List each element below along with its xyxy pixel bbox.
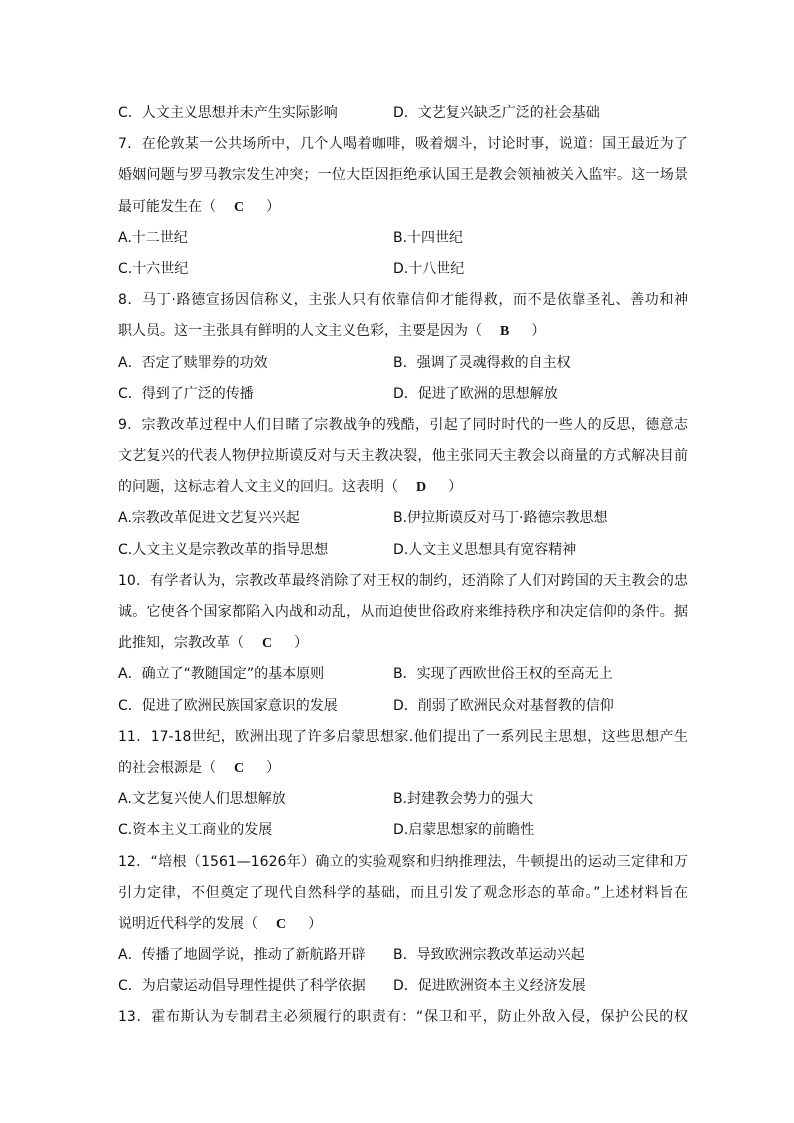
option-text: D．削弱了欧洲民众对基督教的信仰 [393,697,614,714]
question-text-line: 13．霍布斯认为专制君主必须履行的职责有：“保卫和平，防止外敌入侵，保护公民的权 [118,1009,688,1026]
option-text: C．得到了广泛的传播 [118,385,254,402]
close-paren: ） [266,198,281,215]
option-text: D.启蒙思想家的前瞻性 [393,822,535,839]
close-paren: ） [448,479,463,496]
option-text: C．促进了欧洲民族国家意识的发展 [118,697,338,714]
option-text: A.十二世纪 [118,229,188,246]
options-row [118,379,688,410]
option-text: C.十六世纪 [118,260,189,277]
options-row [118,659,688,690]
options-row [118,691,688,722]
stem-text: 职人员。这一主张具有鲜明的人文主义色彩，主要是因为（ [118,323,482,340]
question-text-line: 10．有学者认为，宗教改革最终消除了对王权的制约，还消除了人们对跨国的天主教会的忠 [118,572,688,589]
options-row [118,784,688,815]
options-row [118,815,688,846]
document-page [118,98,688,1034]
option-text: D．促进欧洲资本主义经济发展 [393,978,586,995]
question-stem-end [118,753,688,784]
close-paren: ） [531,323,546,340]
question-stem-end [118,628,688,659]
option-text: A．确立了“教随国定”的基本原则 [118,666,325,683]
options-row [118,503,688,534]
option-text: D．文艺复兴缺乏广泛的社会基础 [393,105,600,121]
stem-text: 说明近代科学的发展（ [118,915,258,932]
question-stem-end [118,909,688,940]
option-text: B．实现了西欧世俗王权的至高无上 [393,666,613,683]
question-text-line: 7．在伦敦某一公共场所中，几个人喝着咖啡，吸着烟斗，讨论时事，说道：国王最近为了 [118,136,688,153]
stem-text: 的问题，这标志着人文主义的回归。这表明（ [118,479,398,496]
option-text: C．为启蒙运动倡导理性提供了科学依据 [118,978,366,995]
question-stem-end [118,192,688,223]
question-text-line: 8．马丁·路德宣扬因信称义，主张人只有依靠信仰才能得救，而不是依靠圣礼、善功和神 [118,292,688,309]
option-text: C.资本主义工商业的发展 [118,822,273,839]
question-text-line: 12．“培根（1561—1626年）确立的实验观察和归纳推理法，牛顿提出的运动三定律和万 [118,853,688,870]
option-text: D．促进了欧洲的思想解放 [393,385,558,402]
option-text: C.人文主义是宗教改革的指导思想 [118,541,329,558]
question-text-line: 文艺复兴的代表人物伊拉斯谟反对与天主教决裂，他主张同天主教会以商量的方式解决目前 [118,448,688,465]
question-text-line: 9．宗教改革过程中人们目睹了宗教战争的残酷，引起了同时时代的一些人的反思，德意志 [118,416,688,433]
option-text: D.人文主义思想具有宽容精神 [393,541,577,558]
options-row [118,254,688,285]
option-text: A．传播了地圆学说，推动了新航路开辟 [118,947,366,964]
options-row [118,940,688,971]
stem-text: 此推知，宗教改革（ [118,635,244,652]
answer-letter: B [500,324,510,340]
stem-text: 的社会根源是（ [118,759,216,776]
question-text-line: 11．17-18世纪，欧洲出现了许多启蒙思想家.他们提出了一系列民主思想，这些思想产生 [118,728,688,745]
option-text: C．人文主义思想并未产生实际影响 [118,105,338,121]
question-text-line: 婚姻问题与罗马教宗发生冲突；一位大臣因拒绝承认国王是教会领袖被关入监牢。这一场景 [118,167,688,184]
stem-text: 最可能发生在（ [118,198,216,215]
option-text: B.封建教会势力的强大 [393,791,534,808]
question-stem-end [118,472,688,503]
option-text: A.宗教改革促进文艺复兴兴起 [118,510,300,527]
answer-letter: C [234,199,245,215]
close-paren: ） [294,635,309,652]
options-row [118,223,688,254]
question-stem-end [118,316,688,347]
question-text-line: 诚。它使各个国家都陷入内战和动乱，从而迫使世俗政府来维持秩序和决定信仰的条件。据 [118,604,688,620]
options-row [118,971,688,1002]
option-text: B．导致欧洲宗教改革运动兴起 [393,947,585,964]
options-row [118,348,688,379]
option-text: B．强调了灵魂得救的自主权 [393,354,571,371]
option-text: B.十四世纪 [393,229,464,246]
option-text: A.文艺复兴使人们思想解放 [118,791,286,808]
answer-letter: C [234,760,245,776]
answer-letter: C [276,916,287,932]
answer-letter: C [262,636,273,652]
option-text: A．否定了赎罪券的功效 [118,354,268,371]
answer-letter: D [416,480,427,496]
option-text: B.伊拉斯谟反对马丁·路德宗教思想 [393,510,608,527]
options-row [118,535,688,566]
question-text-line: 引力定律，不但奠定了现代自然科学的基础，而且引发了观念形态的革命。”上述材料旨在 [118,884,688,901]
option-text: D.十八世纪 [393,260,465,277]
options-row [118,98,688,129]
close-paren: ） [266,759,281,776]
close-paren: ） [308,915,323,932]
